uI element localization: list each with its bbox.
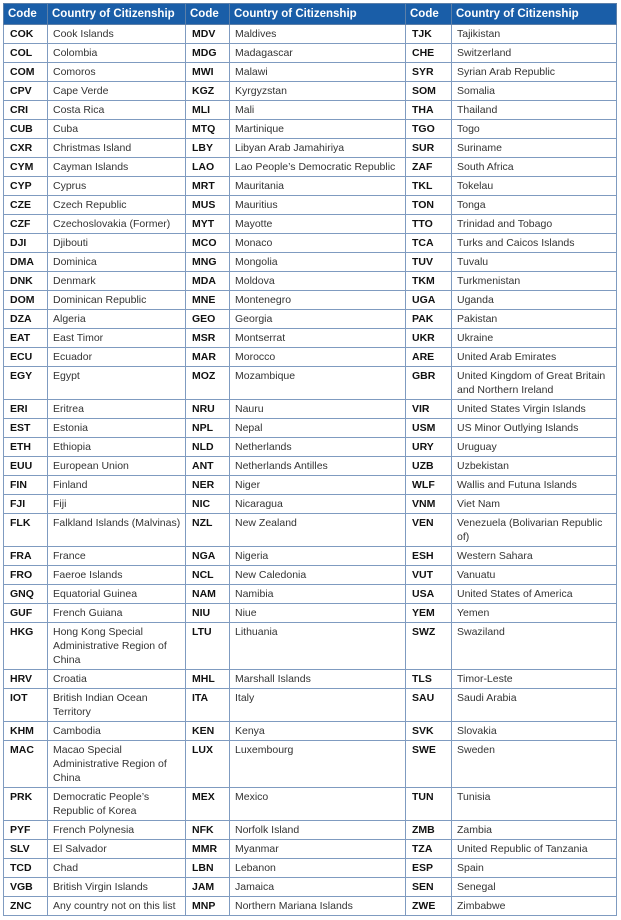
table-row (4, 457, 617, 476)
code-cell: FLK (4, 514, 48, 547)
country-cell: Dominica (48, 253, 186, 272)
country-cell: Lithuania (230, 623, 406, 670)
country-cell: Nauru (230, 400, 406, 419)
code-cell: ANT (186, 457, 230, 476)
country-cell: Hong Kong Special Administrative Region of China (48, 623, 186, 670)
table-row (4, 329, 617, 348)
country-cell: European Union (48, 457, 186, 476)
table-row (4, 689, 617, 722)
country-cell: Democratic People’s Republic of Korea (48, 788, 186, 821)
table-row (4, 840, 617, 859)
code-cell: PYF (4, 821, 48, 840)
table-row (4, 291, 617, 310)
table-row (4, 253, 617, 272)
code-cell: TGO (406, 120, 452, 139)
table-row (4, 566, 617, 585)
country-cell: Pakistan (452, 310, 617, 329)
country-cell: Yemen (452, 604, 617, 623)
code-cell: USM (406, 419, 452, 438)
code-cell: CXR (4, 139, 48, 158)
table-row (4, 438, 617, 457)
code-cell: ETH (4, 438, 48, 457)
code-cell: JAM (186, 878, 230, 897)
country-cell: French Polynesia (48, 821, 186, 840)
header-code-1: Code (4, 4, 48, 25)
code-cell: MRT (186, 177, 230, 196)
code-cell: MNE (186, 291, 230, 310)
country-cell: El Salvador (48, 840, 186, 859)
country-cell: Cyprus (48, 177, 186, 196)
country-cell: Norfolk Island (230, 821, 406, 840)
country-cell: Saudi Arabia (452, 689, 617, 722)
code-cell: GNQ (4, 585, 48, 604)
code-cell: YEM (406, 604, 452, 623)
code-cell: TZA (406, 840, 452, 859)
code-cell: VUT (406, 566, 452, 585)
country-cell: Algeria (48, 310, 186, 329)
country-cell: Comoros (48, 63, 186, 82)
table-row (4, 139, 617, 158)
table-row (4, 82, 617, 101)
country-cell: Mongolia (230, 253, 406, 272)
code-cell: GUF (4, 604, 48, 623)
country-cell: Thailand (452, 101, 617, 120)
country-cell: British Indian Ocean Territory (48, 689, 186, 722)
country-cell: French Guiana (48, 604, 186, 623)
code-cell: COM (4, 63, 48, 82)
header-country-3: Country of Citizenship (452, 4, 617, 25)
country-cell: South Africa (452, 158, 617, 177)
table-row (4, 234, 617, 253)
table-row (4, 604, 617, 623)
country-cell: East Timor (48, 329, 186, 348)
country-cell: US Minor Outlying Islands (452, 419, 617, 438)
country-cell: Nepal (230, 419, 406, 438)
country-cell: New Caledonia (230, 566, 406, 585)
country-cell: Chad (48, 859, 186, 878)
country-cell: Kyrgyzstan (230, 82, 406, 101)
code-cell: MTQ (186, 120, 230, 139)
country-cell: Lebanon (230, 859, 406, 878)
code-cell: TCD (4, 859, 48, 878)
country-cell: Kenya (230, 722, 406, 741)
code-cell: NFK (186, 821, 230, 840)
code-cell: ZMB (406, 821, 452, 840)
code-cell: CHE (406, 44, 452, 63)
country-cell: Wallis and Futuna Islands (452, 476, 617, 495)
code-cell: EUU (4, 457, 48, 476)
country-cell: Togo (452, 120, 617, 139)
code-cell: KHM (4, 722, 48, 741)
code-cell: NIU (186, 604, 230, 623)
country-cell: Mayotte (230, 215, 406, 234)
country-cell: Venezuela (Bolivarian Republic of) (452, 514, 617, 547)
country-cell: Ukraine (452, 329, 617, 348)
code-cell: VGB (4, 878, 48, 897)
table-row (4, 310, 617, 329)
code-cell: GEO (186, 310, 230, 329)
code-cell: SEN (406, 878, 452, 897)
code-cell: MDG (186, 44, 230, 63)
code-cell: MNP (186, 897, 230, 916)
code-cell: SOM (406, 82, 452, 101)
country-cell: Estonia (48, 419, 186, 438)
code-cell: DNK (4, 272, 48, 291)
code-cell: FJI (4, 495, 48, 514)
table-row (4, 788, 617, 821)
country-cell: Swaziland (452, 623, 617, 670)
table-row (4, 215, 617, 234)
citizenship-code-table (3, 3, 617, 916)
country-cell: Netherlands Antilles (230, 457, 406, 476)
table-row (4, 25, 617, 44)
code-cell: SYR (406, 63, 452, 82)
table-row (4, 859, 617, 878)
table-row (4, 348, 617, 367)
country-cell: Mauritania (230, 177, 406, 196)
code-cell: USA (406, 585, 452, 604)
country-cell: Nicaragua (230, 495, 406, 514)
country-cell: Timor-Leste (452, 670, 617, 689)
country-cell: Croatia (48, 670, 186, 689)
country-cell: Equatorial Guinea (48, 585, 186, 604)
country-cell: Czech Republic (48, 196, 186, 215)
table-row (4, 400, 617, 419)
country-cell: Luxembourg (230, 741, 406, 788)
code-cell: MNG (186, 253, 230, 272)
code-cell: IOT (4, 689, 48, 722)
code-cell: MMR (186, 840, 230, 859)
country-cell: Senegal (452, 878, 617, 897)
code-cell: SAU (406, 689, 452, 722)
table-row (4, 878, 617, 897)
table-row (4, 63, 617, 82)
country-cell: Macao Special Administrative Region of China (48, 741, 186, 788)
country-cell: Georgia (230, 310, 406, 329)
country-cell: Zambia (452, 821, 617, 840)
country-cell: British Virgin Islands (48, 878, 186, 897)
code-cell: LUX (186, 741, 230, 788)
code-cell: ZNC (4, 897, 48, 916)
code-cell: MHL (186, 670, 230, 689)
table-row (4, 120, 617, 139)
code-cell: LBY (186, 139, 230, 158)
code-cell: VNM (406, 495, 452, 514)
code-cell: VEN (406, 514, 452, 547)
country-cell: United States of America (452, 585, 617, 604)
code-cell: KGZ (186, 82, 230, 101)
code-cell: NZL (186, 514, 230, 547)
country-cell: Uzbekistan (452, 457, 617, 476)
code-cell: TUV (406, 253, 452, 272)
code-cell: MAC (4, 741, 48, 788)
code-cell: TLS (406, 670, 452, 689)
country-cell: Finland (48, 476, 186, 495)
country-cell: United States Virgin Islands (452, 400, 617, 419)
country-cell: Moldova (230, 272, 406, 291)
table-row (4, 272, 617, 291)
table-row (4, 419, 617, 438)
code-cell: EST (4, 419, 48, 438)
country-cell: Trinidad and Tobago (452, 215, 617, 234)
code-cell: DZA (4, 310, 48, 329)
code-cell: WLF (406, 476, 452, 495)
country-cell: Cook Islands (48, 25, 186, 44)
country-cell: Sweden (452, 741, 617, 788)
code-cell: NER (186, 476, 230, 495)
code-cell: EAT (4, 329, 48, 348)
table-row (4, 670, 617, 689)
code-cell: CUB (4, 120, 48, 139)
table-row (4, 196, 617, 215)
country-cell: Tajikistan (452, 25, 617, 44)
country-cell: Zimbabwe (452, 897, 617, 916)
country-cell: Tokelau (452, 177, 617, 196)
header-country-2: Country of Citizenship (230, 4, 406, 25)
country-cell: Lao People’s Democratic Republic (230, 158, 406, 177)
code-cell: TUN (406, 788, 452, 821)
country-cell: France (48, 547, 186, 566)
country-cell: Falkland Islands (Malvinas) (48, 514, 186, 547)
country-cell: Morocco (230, 348, 406, 367)
code-cell: HKG (4, 623, 48, 670)
country-cell: Montenegro (230, 291, 406, 310)
code-cell: DJI (4, 234, 48, 253)
code-cell: MAR (186, 348, 230, 367)
country-cell: Any country not on this list (48, 897, 186, 916)
code-cell: LAO (186, 158, 230, 177)
country-cell: Marshall Islands (230, 670, 406, 689)
code-cell: COL (4, 44, 48, 63)
country-cell: Ecuador (48, 348, 186, 367)
country-cell: Vanuatu (452, 566, 617, 585)
code-cell: KEN (186, 722, 230, 741)
country-cell: New Zealand (230, 514, 406, 547)
code-cell: UGA (406, 291, 452, 310)
code-cell: SLV (4, 840, 48, 859)
code-cell: CZF (4, 215, 48, 234)
code-cell: CYP (4, 177, 48, 196)
code-cell: HRV (4, 670, 48, 689)
code-cell: UZB (406, 457, 452, 476)
code-cell: LBN (186, 859, 230, 878)
code-cell: TKM (406, 272, 452, 291)
country-cell: Madagascar (230, 44, 406, 63)
table-body (4, 25, 617, 916)
code-cell: SVK (406, 722, 452, 741)
code-cell: DMA (4, 253, 48, 272)
country-cell: Somalia (452, 82, 617, 101)
country-cell: Faeroe Islands (48, 566, 186, 585)
country-cell: Mozambique (230, 367, 406, 400)
code-cell: GBR (406, 367, 452, 400)
country-cell: Monaco (230, 234, 406, 253)
code-cell: ZAF (406, 158, 452, 177)
code-cell: MOZ (186, 367, 230, 400)
code-cell: UKR (406, 329, 452, 348)
code-cell: ESH (406, 547, 452, 566)
country-cell: Costa Rica (48, 101, 186, 120)
code-cell: MSR (186, 329, 230, 348)
code-cell: MCO (186, 234, 230, 253)
code-cell: CPV (4, 82, 48, 101)
country-cell: Tuvalu (452, 253, 617, 272)
code-cell: MYT (186, 215, 230, 234)
code-cell: THA (406, 101, 452, 120)
code-cell: FRA (4, 547, 48, 566)
country-cell: Western Sahara (452, 547, 617, 566)
code-cell: TKL (406, 177, 452, 196)
code-cell: EGY (4, 367, 48, 400)
country-cell: Montserrat (230, 329, 406, 348)
header-code-2: Code (186, 4, 230, 25)
code-cell: URY (406, 438, 452, 457)
code-cell: MEX (186, 788, 230, 821)
code-cell: TCA (406, 234, 452, 253)
country-cell: Libyan Arab Jamahiriya (230, 139, 406, 158)
country-cell: Northern Mariana Islands (230, 897, 406, 916)
table-row (4, 177, 617, 196)
country-cell: Viet Nam (452, 495, 617, 514)
country-cell: Cape Verde (48, 82, 186, 101)
table-row (4, 101, 617, 120)
country-cell: Christmas Island (48, 139, 186, 158)
country-cell: Mauritius (230, 196, 406, 215)
country-cell: Tunisia (452, 788, 617, 821)
code-cell: PAK (406, 310, 452, 329)
code-cell: ECU (4, 348, 48, 367)
code-cell: ZWE (406, 897, 452, 916)
country-cell: Malawi (230, 63, 406, 82)
country-cell: Suriname (452, 139, 617, 158)
table-row (4, 547, 617, 566)
country-cell: Egypt (48, 367, 186, 400)
code-cell: VIR (406, 400, 452, 419)
country-cell: Czechoslovakia (Former) (48, 215, 186, 234)
code-cell: ERI (4, 400, 48, 419)
code-cell: SWZ (406, 623, 452, 670)
code-cell: FIN (4, 476, 48, 495)
country-cell: Nigeria (230, 547, 406, 566)
country-cell: Ethiopia (48, 438, 186, 457)
country-cell: Uruguay (452, 438, 617, 457)
code-cell: NIC (186, 495, 230, 514)
table-row (4, 367, 617, 400)
table-row (4, 514, 617, 547)
country-cell: Netherlands (230, 438, 406, 457)
country-cell: Niue (230, 604, 406, 623)
header-row (4, 4, 617, 25)
country-cell: United Kingdom of Great Britain and Northern Ireland (452, 367, 617, 400)
code-cell: ESP (406, 859, 452, 878)
header-code-3: Code (406, 4, 452, 25)
country-cell: Namibia (230, 585, 406, 604)
code-cell: MDA (186, 272, 230, 291)
country-cell: Djibouti (48, 234, 186, 253)
country-cell: Cambodia (48, 722, 186, 741)
code-cell: MLI (186, 101, 230, 120)
code-cell: ARE (406, 348, 452, 367)
code-cell: NAM (186, 585, 230, 604)
code-cell: CZE (4, 196, 48, 215)
country-cell: Syrian Arab Republic (452, 63, 617, 82)
code-cell: TTO (406, 215, 452, 234)
code-cell: NLD (186, 438, 230, 457)
code-cell: FRO (4, 566, 48, 585)
code-cell: TJK (406, 25, 452, 44)
country-cell: Eritrea (48, 400, 186, 419)
table-row (4, 585, 617, 604)
country-cell: Turks and Caicos Islands (452, 234, 617, 253)
country-cell: Turkmenistan (452, 272, 617, 291)
table-row (4, 476, 617, 495)
code-cell: MUS (186, 196, 230, 215)
table-row (4, 495, 617, 514)
country-cell: Switzerland (452, 44, 617, 63)
country-cell: Tonga (452, 196, 617, 215)
country-cell: Jamaica (230, 878, 406, 897)
code-cell: SWE (406, 741, 452, 788)
code-cell: SUR (406, 139, 452, 158)
citizenship-code-table-container (3, 3, 616, 916)
country-cell: United Arab Emirates (452, 348, 617, 367)
table-row (4, 897, 617, 916)
country-cell: Fiji (48, 495, 186, 514)
table-row (4, 158, 617, 177)
country-cell: Myanmar (230, 840, 406, 859)
code-cell: LTU (186, 623, 230, 670)
country-cell: Colombia (48, 44, 186, 63)
code-cell: ITA (186, 689, 230, 722)
country-cell: Slovakia (452, 722, 617, 741)
code-cell: NRU (186, 400, 230, 419)
header-country-1: Country of Citizenship (48, 4, 186, 25)
country-cell: United Republic of Tanzania (452, 840, 617, 859)
country-cell: Spain (452, 859, 617, 878)
country-cell: Cuba (48, 120, 186, 139)
country-cell: Uganda (452, 291, 617, 310)
country-cell: Mexico (230, 788, 406, 821)
code-cell: TON (406, 196, 452, 215)
country-cell: Cayman Islands (48, 158, 186, 177)
country-cell: Mali (230, 101, 406, 120)
code-cell: MWI (186, 63, 230, 82)
code-cell: COK (4, 25, 48, 44)
table-row (4, 623, 617, 670)
country-cell: Denmark (48, 272, 186, 291)
table-row (4, 821, 617, 840)
country-cell: Maldives (230, 25, 406, 44)
code-cell: DOM (4, 291, 48, 310)
country-cell: Martinique (230, 120, 406, 139)
code-cell: NGA (186, 547, 230, 566)
table-row (4, 44, 617, 63)
table-row (4, 741, 617, 788)
country-cell: Dominican Republic (48, 291, 186, 310)
code-cell: PRK (4, 788, 48, 821)
country-cell: Italy (230, 689, 406, 722)
code-cell: CRI (4, 101, 48, 120)
code-cell: CYM (4, 158, 48, 177)
table-row (4, 722, 617, 741)
code-cell: NCL (186, 566, 230, 585)
code-cell: NPL (186, 419, 230, 438)
country-cell: Niger (230, 476, 406, 495)
code-cell: MDV (186, 25, 230, 44)
